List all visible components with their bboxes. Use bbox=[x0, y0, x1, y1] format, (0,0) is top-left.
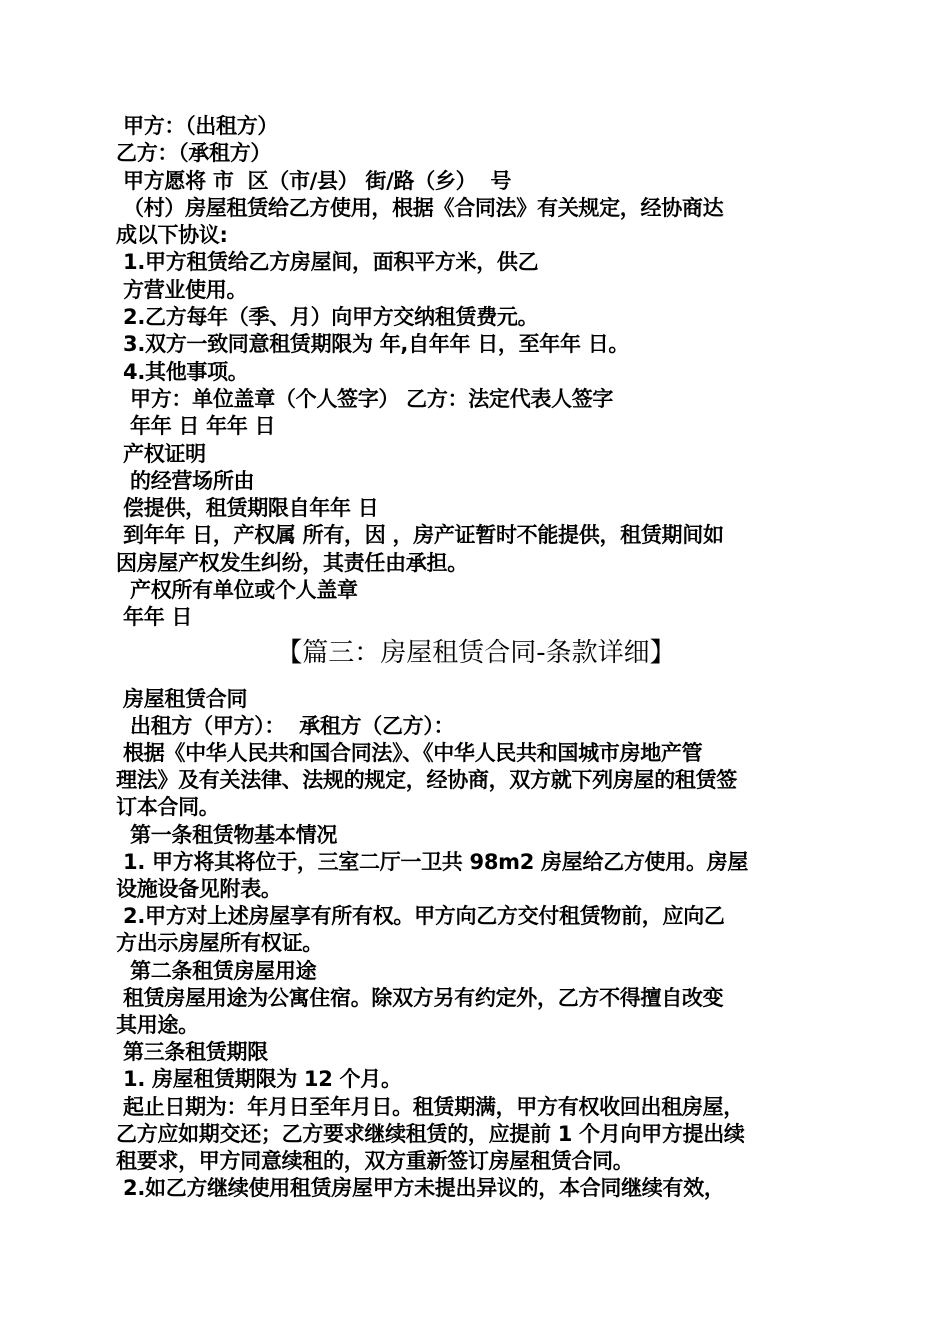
date-line: 年年 日 年年 日 bbox=[116, 414, 276, 439]
certificate-line: 因房屋产权发生纠纷，其责任由承担。 bbox=[116, 550, 468, 575]
section-heading: 【篇三：房屋租赁合同-条款详细】 bbox=[276, 637, 676, 668]
clause-1-line: 方营业使用。 bbox=[116, 277, 248, 302]
clause-4-line: 4.其他事项。 bbox=[116, 359, 249, 384]
signature-line: 甲方：单位盖章（个人签字） 乙方：法定代表人签字 bbox=[116, 386, 614, 411]
article-1-item: 设施设备见附表。 bbox=[116, 877, 282, 902]
document-body bbox=[116, 113, 836, 1203]
clause-3-line: 3.双方一致同意租赁期限为 年,自年年 日，至年年 日。 bbox=[116, 332, 630, 357]
preamble-line: 订本合同。 bbox=[116, 795, 220, 820]
date-line: 年年 日 bbox=[116, 605, 193, 630]
article-1-item: 2.甲方对上述房屋享有所有权。甲方向乙方交付租赁物前，应向乙 bbox=[116, 904, 725, 929]
article-1-item: 1. 甲方将其将位于，三室二厅一卫共 98m2 房屋给乙方使用。房屋 bbox=[116, 849, 749, 874]
party-b-line: 乙方：（承租方） bbox=[116, 141, 272, 166]
contract-part-two bbox=[116, 686, 836, 1203]
article-2-text: 租赁房屋用途为公寓住宿。除双方另有约定外，乙方不得擅自改变 bbox=[116, 985, 724, 1010]
contract-title: 房屋租赁合同 bbox=[116, 686, 248, 711]
article-2-text: 其用途。 bbox=[116, 1013, 199, 1038]
party-a-line: 甲方：（出租方） bbox=[116, 114, 279, 138]
clause-1-line: 1.甲方租赁给乙方房屋间，面积平方米，供乙 bbox=[116, 250, 539, 275]
article-3-title: 第三条租赁期限 bbox=[116, 1040, 268, 1065]
address-line: 甲方愿将 市 区（市/县） 街/路（乡） 号 bbox=[116, 168, 512, 193]
article-3-item: 乙方应如期交还；乙方要求继续租赁的，应提前 1 个月向甲方提出续 bbox=[116, 1121, 745, 1146]
property-certificate-title: 产权证明 bbox=[116, 441, 206, 466]
article-3-item: 1. 房屋租赁期限为 12 个月。 bbox=[116, 1067, 402, 1092]
seal-line: 产权所有单位或个人盖章 bbox=[116, 578, 358, 603]
article-1-item: 方出示房屋所有权证。 bbox=[116, 931, 323, 956]
parties-line: 出租方（甲方）： 承租方（乙方）： bbox=[116, 713, 455, 738]
certificate-line: 到年年 日，产权属 所有，因 ，房产证暂时不能提供，租赁期间如 bbox=[116, 523, 724, 548]
contract-part-one bbox=[116, 113, 836, 632]
certificate-line: 的经营场所由 bbox=[116, 468, 255, 493]
preamble-line: 根据《中华人民共和国合同法》、《中华人民共和国城市房地产管 bbox=[116, 741, 703, 766]
certificate-line: 偿提供，租赁期限自年年 日 bbox=[116, 496, 379, 521]
paragraph-line: （村）房屋租赁给乙方使用，根据《合同法》有关规定，经协商达 bbox=[116, 195, 724, 220]
clause-2-line: 2.乙方每年（季、月）向甲方交纳租赁费元。 bbox=[116, 305, 539, 330]
article-3-item: 租要求，甲方同意续租的，双方重新签订房屋租赁合同。 bbox=[116, 1149, 634, 1174]
article-3-item: 2.如乙方继续使用租赁房屋甲方未提出异议的，本合同继续有效， bbox=[116, 1176, 725, 1201]
preamble-line: 理法》及有关法律、法规的规定，经协商，双方就下列房屋的租赁签 bbox=[116, 768, 737, 793]
article-3-item: 起止日期为：年月日至年月日。租赁期满，甲方有权收回出租房屋， bbox=[116, 1094, 745, 1119]
article-2-title: 第二条租赁房屋用途 bbox=[116, 958, 317, 983]
paragraph-line: 成以下协议: bbox=[116, 223, 228, 248]
article-1-title: 第一条租赁物基本情况 bbox=[116, 822, 338, 847]
